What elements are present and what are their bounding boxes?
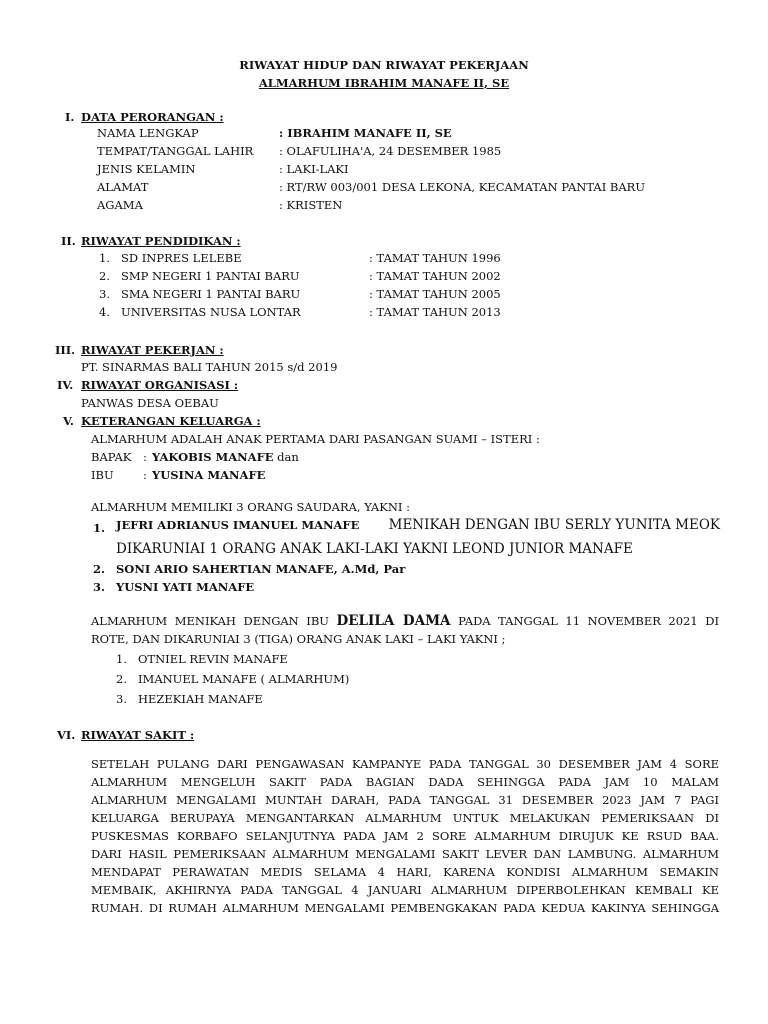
- field-label-ttl: TEMPAT/TANGGAL LAHIR: [97, 144, 254, 158]
- education-num: 3.: [99, 287, 110, 301]
- marriage-paragraph: [91, 612, 719, 648]
- work-history-text: PT. SINARMAS BALI TAHUN 2015 s/d 2019: [81, 360, 338, 374]
- sibling-1-num: 1.: [93, 521, 106, 535]
- marriage-text-b: PADA TANGGAL 11 NOVEMBER 2021 DI: [458, 614, 720, 628]
- section-5-number: V.: [63, 414, 74, 428]
- child-num: 1.: [116, 652, 127, 666]
- field-value-alamat: : RT/RW 003/001 DESA LEKONA, KECAMATAN PANTAI BARU: [279, 180, 646, 194]
- sibling-1-name: JEFRI ADRIANUS IMANUEL MANAFE: [116, 518, 360, 532]
- illness-paragraph: [91, 755, 719, 917]
- field-label-agama: AGAMA: [97, 198, 143, 212]
- education-year: : TAMAT TAHUN 2005: [369, 287, 501, 301]
- sibling-3-num: 3.: [93, 580, 106, 594]
- mother-colon: :: [143, 468, 147, 482]
- section-4-number: IV.: [57, 378, 74, 392]
- field-label-alamat: ALAMAT: [97, 180, 149, 194]
- field-value-agama: : KRISTEN: [279, 198, 343, 212]
- father-line: [152, 450, 299, 464]
- education-school: SD INPRES LELEBE: [121, 251, 242, 265]
- child-name: OTNIEL REVIN MANAFE: [138, 652, 288, 666]
- document-title-line1: RIWAYAT HIDUP DAN RIWAYAT PEKERJAAN: [239, 58, 529, 72]
- marriage-text-a: ALMARHUM MENIKAH DENGAN IBU: [91, 614, 329, 628]
- mother-label: IBU: [91, 468, 114, 482]
- child-num: 3.: [116, 692, 127, 706]
- section-1-heading: DATA PERORANGAN :: [81, 110, 224, 124]
- education-year: : TAMAT TAHUN 1996: [369, 251, 501, 265]
- child-num: 2.: [116, 672, 127, 686]
- education-school: SMA NEGERI 1 PANTAI BARU: [121, 287, 301, 301]
- father-colon: :: [143, 450, 147, 464]
- section-5-heading: KETERANGAN KELUARGA :: [81, 414, 261, 428]
- sibling-2-num: 2.: [93, 562, 106, 576]
- parents-intro: ALMARHUM ADALAH ANAK PERTAMA DARI PASANGAN SUAMI – ISTERI :: [91, 432, 540, 446]
- education-num: 4.: [99, 305, 110, 319]
- child-name: HEZEKIAH MANAFE: [138, 692, 263, 706]
- education-school: UNIVERSITAS NUSA LONTAR: [121, 305, 301, 319]
- father-name: YAKOBIS MANAFE: [152, 450, 274, 464]
- illness-line: RUMAH. DI RUMAH ALMARHUM MENGALAMI PEMBENGKAKAN PADA KEDUA KAKINYA SEHINGGA: [91, 901, 719, 915]
- sibling-1-child: DIKARUNIAI 1 ORANG ANAK LAKI-LAKI YAKNI LEOND JUNIOR MANAFE: [116, 541, 633, 557]
- mother-name: YUSINA MANAFE: [152, 468, 266, 482]
- education-num: 1.: [99, 251, 110, 265]
- section-2-number: II.: [61, 234, 76, 248]
- illness-line: PUSKESMAS KORBAFO SELANJUTNYA PADA JAM 2 SORE ALMARHUM DIRUJUK KE RSUD BAA.: [91, 829, 719, 843]
- field-value-jenis-kelamin: : LAKI-LAKI: [279, 162, 349, 176]
- sibling-3-name: YUSNI YATI MANAFE: [116, 580, 255, 594]
- education-year: : TAMAT TAHUN 2002: [369, 269, 501, 283]
- sibling-2-name: SONI ARIO SAHERTIAN MANAFE, A.Md, Par: [116, 562, 406, 576]
- section-1-number: I.: [65, 110, 75, 124]
- section-2-heading: RIWAYAT PENDIDIKAN :: [81, 234, 241, 248]
- sibling-1-line1: [116, 518, 720, 532]
- siblings-intro: ALMARHUM MEMILIKI 3 ORANG SAUDARA, YAKNI :: [91, 500, 410, 514]
- organization-text: PANWAS DESA OEBAU: [81, 396, 219, 410]
- illness-line: ALMARHUM MENGALAMI MUNTAH DARAH, PADA TANGGAL 31 DESEMBER 2023 JAM 7 PAGI: [91, 793, 719, 807]
- field-label-jenis-kelamin: JENIS KELAMIN: [97, 162, 196, 176]
- marriage-line-2: ROTE, DAN DIKARUNIAI 3 (TIGA) ORANG ANAK LAKI – LAKI YAKNI ;: [91, 632, 506, 646]
- section-6-number: VI.: [57, 728, 76, 742]
- section-4-heading: RIWAYAT ORGANISASI :: [81, 378, 239, 392]
- education-year: : TAMAT TAHUN 2013: [369, 305, 501, 319]
- field-label-nama: NAMA LENGKAP: [97, 126, 199, 140]
- illness-line: MENDAPAT PERAWATAN MEDIS SELAMA 4 HARI, KARENA KONDISI ALMARHUM SEMAKIN: [91, 865, 719, 879]
- section-6-heading: RIWAYAT SAKIT :: [81, 728, 195, 742]
- section-3-number: III.: [55, 343, 76, 357]
- spouse-name: DELILA DAMA: [336, 613, 451, 629]
- illness-line: DARI HASIL PEMERIKSAAN ALMARHUM MENGALAMI SAKIT LEVER DAN LAMBUNG. ALMARHUM: [91, 847, 719, 861]
- section-3-heading: RIWAYAT PEKERJAN :: [81, 343, 224, 357]
- child-name: IMANUEL MANAFE ( ALMARHUM): [138, 672, 350, 686]
- father-label: BAPAK: [91, 450, 132, 464]
- education-num: 2.: [99, 269, 110, 283]
- education-school: SMP NEGERI 1 PANTAI BARU: [121, 269, 300, 283]
- father-suffix: dan: [273, 450, 299, 464]
- field-value-nama: : IBRAHIM MANAFE II, SE: [279, 126, 452, 140]
- field-value-ttl: : OLAFULIHA'A, 24 DESEMBER 1985: [279, 144, 502, 158]
- illness-line: SETELAH PULANG DARI PENGAWASAN KAMPANYE PADA TANGGAL 30 DESEMBER JAM 4 SORE: [91, 757, 719, 771]
- document-title-line2: ALMARHUM IBRAHIM MANAFE II, SE: [258, 76, 510, 90]
- illness-line: ALMARHUM MENGELUH SAKIT PADA BAGIAN DADA SEHINGGA PADA JAM 10 MALAM: [91, 775, 719, 789]
- illness-line: MEMBAIK, AKHIRNYA PADA TANGGAL 4 JANUARI ALMARHUM DIPERBOLEHKAN KEMBALI KE: [91, 883, 719, 897]
- sibling-1-marriage: MENIKAH DENGAN IBU SERLY YUNITA MEOK: [388, 517, 720, 533]
- illness-line: KELUARGA BERUPAYA MENGANTARKAN ALMARHUM UNTUK MELAKUKAN PEMERIKSAAN DI: [91, 811, 719, 825]
- marriage-line-1: [91, 612, 719, 630]
